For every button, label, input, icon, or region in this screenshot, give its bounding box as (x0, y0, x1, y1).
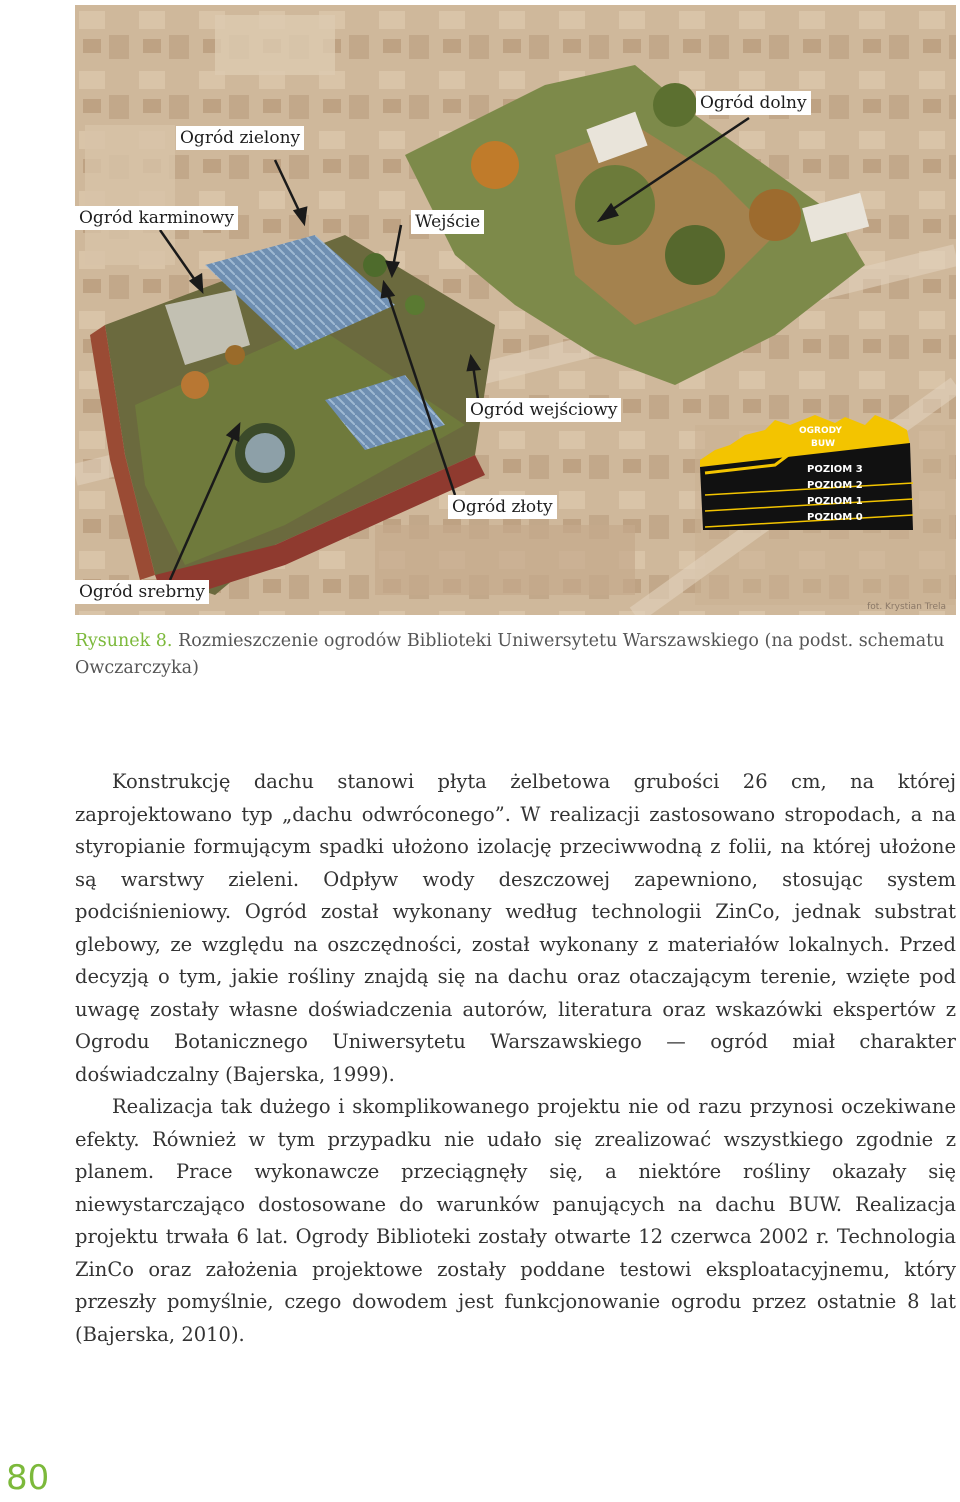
aerial-photo (75, 5, 956, 615)
label-ogrod-wejsciowy: Ogród wejściowy (466, 398, 621, 422)
legend-level-2: POZIOM 2 (807, 480, 863, 491)
legend-top-line-2: BUW (811, 439, 836, 449)
photo-credit: fot. Krystian Trela (867, 602, 946, 612)
paragraph-2: Realizacja tak dużego i skomplikowanego projektu nie od razu przynosi oczekiwane efekty. Również w tym przypadku nie udało się zrealizować wszystkiego zgodnie z planem. Prace wykonawcze przeciągnęły się, a niektóre rośliny okazały się niewystarczająco dostosowane do warunków panujących na dachu BUW. Realizacja projektu trwała 6 lat. Ogrody Biblioteki zostały otwarte 12 czerwca 2002 r. Technologia ZinCo oraz założenia projektowe zostały poddane testowi eksploatacyjnemu, który przeszły pomyślnie, czego dowodem jest funkcjonowanie ogrodu przez ostatnie 8 lat (Bajerska, 2010). (75, 1095, 956, 1346)
legend-level-0: POZIOM 0 (807, 512, 863, 523)
caption-label: Rysunek 8. (75, 631, 173, 651)
label-ogrod-zielony: Ogród zielony (176, 126, 304, 150)
label-ogrod-zloty: Ogród złoty (448, 495, 557, 519)
aerial-photo-figure (75, 5, 956, 615)
label-wejscie: Wejście (411, 210, 484, 234)
page-number: 80 (6, 1458, 50, 1498)
legend-level-1: POZIOM 1 (807, 496, 863, 507)
figure-caption (75, 628, 955, 682)
paragraph-1: Konstrukcję dachu stanowi płyta żelbetowa grubości 26 cm, na której zaprojektowano typ „dachu odwróconego”. W realizacji zastosowano stropodach, a na styropianie formującym spadki ułożono izolację przeciwwodną z folii, na której ułożone są warstwy zieleni. Odpływ wody deszczowej zapewniono, stosując system podciśnieniowy. Ogród został wykonany według technologii ZinCo, jednak substrat glebowy, ze względu na oszczędności, został wykonany z materiałów lokalnych. Przed decyzją o tym, jakie rośliny znajdą się na dachu oraz otaczającym terenie, wzięte pod uwagę zostały własne doświadczenia autorów, literatura oraz wskazówki ekspertów z Ogrodu Botanicznego Uniwersytetu Warszawskiego — ogród miał charakter doświadczalny (Bajerska, 1999). (75, 770, 956, 1086)
label-ogrod-dolny: Ogród dolny (696, 91, 811, 115)
legend-level-3: POZIOM 3 (807, 464, 863, 475)
caption-text: Rozmieszczenie ogrodów Biblioteki Uniwersytetu Warszawskiego (na podst. schematu Owczarczyka) (75, 631, 945, 678)
legend-top-line-1: OGRODY (799, 426, 842, 436)
label-ogrod-srebrny: Ogród srebrny (75, 580, 209, 604)
label-ogrod-karminowy: Ogród karminowy (75, 206, 238, 230)
body-text (75, 766, 956, 1351)
